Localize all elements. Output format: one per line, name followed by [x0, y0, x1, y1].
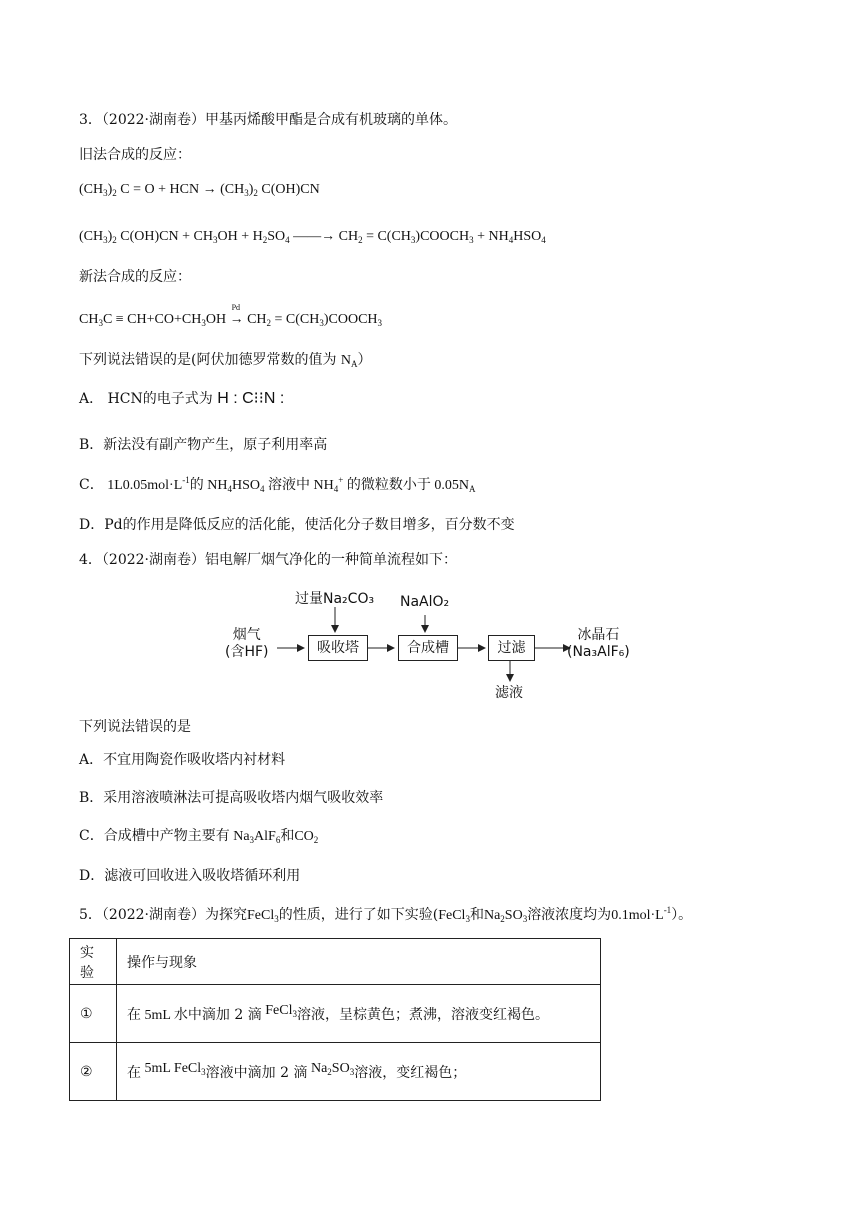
absorber-tower-box: 吸收塔 [308, 635, 368, 661]
q3-option-d: D．Pd的作用是降低反应的活化能，使活化分子数目增多，百分数不变 [79, 517, 515, 533]
q4-question: 下列说法错误的是 [79, 719, 191, 735]
catalyst-label: Pd [231, 303, 241, 312]
flow-diagram [225, 585, 645, 700]
q3-equation-3: $CH_3C \equiv CH+CO+CH_3OH$ Pd → $CH_2$ = $C(CH_3)COOCH_3$ [79, 310, 382, 330]
q3-old-label: 旧法合成的反应： [79, 147, 191, 163]
feed-flue-gas: 烟气 (含HF) [225, 627, 269, 660]
filtration-box: 过滤 [488, 635, 535, 661]
q3-stem: 3．（2022·湖南卷）甲基丙烯酸甲酯是合成有机玻璃的单体。 [79, 112, 458, 128]
table-row [70, 1043, 601, 1101]
synthesis-tank-box: 合成槽 [398, 635, 458, 661]
experiment-table [69, 938, 601, 1101]
q3-new-label: 新法合成的反应： [79, 269, 191, 285]
table-row [70, 985, 601, 1043]
q3-option-a: A． HCN的电子式为 H : C⁝⁝N : [79, 390, 285, 407]
row-id-cell: ② [70, 1043, 117, 1101]
q4-stem: 4．（2022·湖南卷）铝电解厂烟气净化的一种简单流程如下： [79, 552, 458, 568]
product-cryolite: 冰晶石 (Na₃AlF₆) [567, 627, 630, 660]
q4-option-c: C．合成槽中产物主要有 $Na_3AlF_6$和$CO_2$ [79, 828, 319, 845]
input-naalo2: NaAlO₂ [400, 594, 450, 610]
q5-stem: 5．（2022·湖南卷）为探究FeCl$_3$的性质，进行了如下实验(FeCl$_3$和$Na_2SO_3$溶液浓度均为$0.1mol\cdot L^{-1}$）。 [79, 905, 693, 924]
input-na2co3: 过量Na₂CO₃ [295, 591, 375, 607]
row-id-cell: ① [70, 985, 117, 1043]
q3-option-b: B．新法没有副产物产生，原子利用率高 [79, 437, 328, 453]
header-cell: 操作与现象 [117, 939, 601, 985]
q4-option-a: A．不宜用陶瓷作吸收塔内衬材料 [79, 752, 286, 768]
q4-option-b: B．采用溶液喷淋法可提高吸收塔内烟气吸收效率 [79, 790, 384, 806]
q3-question: 下列说法错误的是(阿伏加德罗常数的值为 $N_A$） [79, 352, 372, 369]
hcn-electron-formula: H : C⁝⁝N : [217, 390, 285, 407]
header-cell: 实验 [70, 939, 117, 985]
q3-equation-2: $(CH_3)_2$ $C(OH)CN + CH_3OH + H_2SO_4$ ——→ $CH_2$ = $C(CH_3)COOCH_3 + NH_4HSO_4$ [79, 229, 546, 245]
q4-option-d: D．滤液可回收进入吸收塔循环利用 [79, 868, 301, 884]
q3-equation-1: $(CH_3)_2$ C = O + HCN → $(CH_3)_2$ C(OH)CN [79, 182, 320, 198]
filtrate-label: 滤液 [495, 685, 523, 701]
table-header-row [70, 939, 601, 985]
row-content-cell: 在 5mL FeCl$_3$溶液中滴加 2 滴 $Na_2SO_3$溶液，变红褐色； [117, 1043, 601, 1101]
row-content-cell: 在 5mL 水中滴加 2 滴 FeCl$_3$溶液，呈棕黄色；煮沸，溶液变红褐色。 [117, 985, 601, 1043]
q3-option-c: C． $1L0.05mol\cdot L^{-1}$的 $NH_4HSO_4$ 溶液中 $NH_4^+$ 的微粒数小于 $0.05N_A$ [79, 475, 476, 494]
